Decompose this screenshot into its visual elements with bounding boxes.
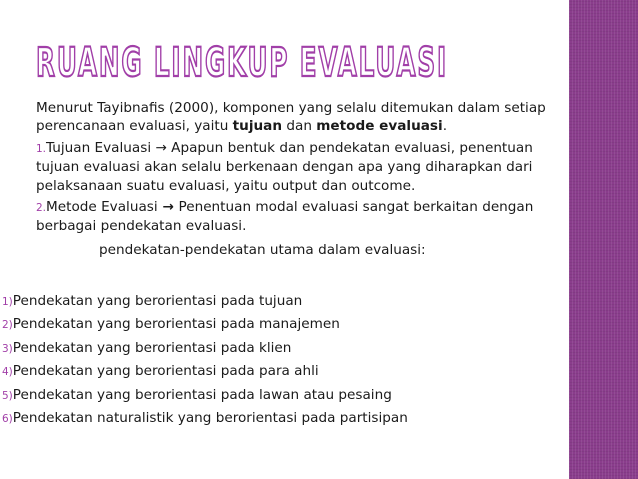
approaches-subheading: pendekatan-pendekatan utama dalam evaluasi: [99,241,426,258]
intro-text: Menurut Tayibnafis (2000), komponen yang selalu ditemukan dalam setiap perencanaan evaluasi, yaitu [36,100,546,135]
list-item-number: 4) [2,366,13,379]
list-item [2,313,542,336]
list-item-text: Pendekatan yang berorientasi pada klien [12,339,292,356]
arrow-right-icon: → [151,139,172,156]
list-item-number: 6) [2,412,13,425]
intro-text-end: . [442,118,448,135]
list-item [2,384,542,407]
point-heading: Tujuan Evaluasi [46,139,152,156]
list-item [2,337,542,360]
point-number: 1. [36,142,47,155]
list-item-text: Pendekatan yang berorientasi pada manajemen [12,316,340,333]
point-text: Apapun bentuk dan pendekatan evaluasi, penentuan tujuan evaluasi akan selalu berkenaan dengan apa yang diharapkan dari pelaksanaan suatu evaluasi, yaitu output dan outcome. [36,139,533,194]
list-item-text: Pendekatan naturalistik yang berorientasi pada partisipan [12,409,408,426]
list-item-number: 3) [2,342,13,355]
list-item-number: 2) [2,319,13,332]
point-tujuan-evaluasi [36,139,556,195]
point-heading: Metode Evaluasi [46,199,158,216]
list-item [2,290,542,313]
list-item-number: 5) [2,389,13,402]
list-item [2,407,542,430]
arrow-right-icon: → [157,199,179,216]
intro-text-mid: dan [282,118,317,135]
point-text: Penentuan modal evaluasi sangat berkaitan dengan berbagai pendekatan evaluasi. [36,199,534,235]
list-item [2,360,542,383]
list-item-number: 1) [2,296,13,308]
point-number: 2. [36,202,47,215]
slide-title [34,34,554,90]
approaches-list [2,290,542,430]
list-item-text: Pendekatan yang berorientasi pada tujuan [12,293,303,309]
slide-title-text: RUANG LINGKUP EVALUASI [36,40,448,86]
intro-paragraph [36,99,556,136]
point-metode-evaluasi [36,198,556,236]
decorative-sidebar [569,0,638,479]
intro-term-tujuan: tujuan [232,118,283,135]
slide-body [36,99,556,259]
list-item-text: Pendekatan yang berorientasi pada lawan atau pesaing [12,386,392,403]
intro-term-metode: metode evaluasi [316,118,443,135]
list-item-text: Pendekatan yang berorientasi pada para ahli [12,363,319,380]
